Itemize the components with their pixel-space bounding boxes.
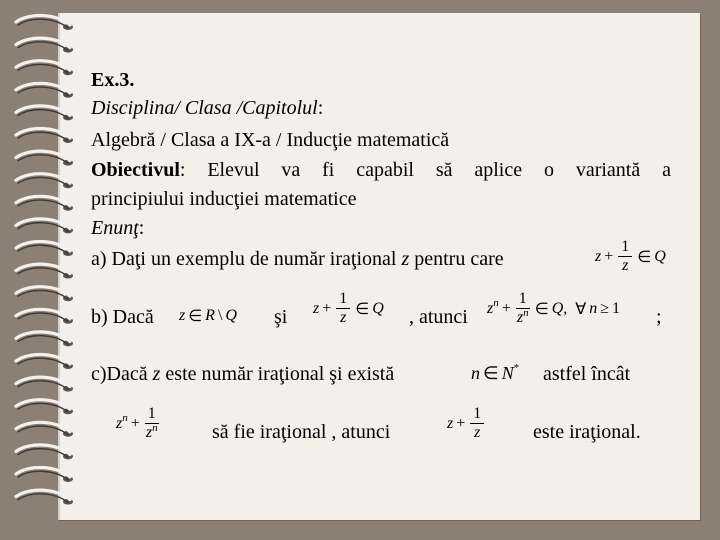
- item-d-suffix: este iraţional.: [533, 421, 641, 443]
- item-a-text: a) Daţi un exemplu de număr iraţional z pentru care: [91, 248, 504, 270]
- binding-ring: [16, 83, 73, 97]
- item-b-prefix: b) Dacă: [91, 306, 154, 328]
- item-d-middle: să fie iraţional , atunci: [212, 421, 391, 443]
- binding-ring: [16, 264, 73, 278]
- enunt-line: Enunţ:: [91, 217, 145, 239]
- discipline-value: Algebră / Clasa a IX-a / Inducţie matematică: [91, 129, 450, 151]
- formula-b-premise: z + $\frac{1}{z}$ ∈ Q: [313, 290, 384, 326]
- formula-d-conclusion: z + $\frac{1}{z}$: [447, 405, 486, 442]
- item-c-text: c)Dacă z este număr iraţional şi există: [91, 363, 395, 385]
- discipline-label: Disciplina/ Clasa /Capitolul: [91, 97, 318, 119]
- binding-ring: [16, 400, 73, 414]
- binding-ring: [16, 377, 73, 391]
- binding-ring: [16, 242, 73, 256]
- item-b-end: ;: [656, 306, 662, 328]
- binding-ring: [16, 355, 73, 369]
- binding-ring: [16, 61, 73, 75]
- binding-ring: [16, 332, 73, 346]
- objective-line: Obiectivul: Elevul va fi capabil să aplice o variantă a: [91, 159, 671, 181]
- slide-content: [91, 0, 676, 540]
- item-b-then: , atunci: [409, 306, 468, 328]
- binding-ring: [16, 16, 73, 30]
- binding-ring: [16, 38, 73, 52]
- spiral-binding: [0, 0, 100, 540]
- discipline-line: Disciplina/ Clasa /Capitolul:: [91, 97, 324, 119]
- binding-ring: [16, 422, 73, 436]
- binding-ring: [16, 287, 73, 301]
- binding-ring: [16, 309, 73, 323]
- formula-a: z + $\frac{1}{z}$ ∈ Q: [595, 238, 666, 274]
- binding-ring: [16, 445, 73, 459]
- objective-continuation: principiului inducţiei matematice: [91, 188, 357, 210]
- formula-c: n ∈ N *: [471, 361, 520, 383]
- enunt-label: Enunţ: [91, 217, 139, 239]
- formula-d-premise: z n + $\frac{1}{z^n}$: [116, 405, 158, 441]
- binding-ring: [16, 106, 73, 120]
- binding-ring: [16, 129, 73, 143]
- item-b-and: şi: [274, 306, 288, 328]
- binding-ring: [16, 490, 73, 504]
- formula-b-conclusion: z n + $\frac{1}{z^n}$ ∈ Q , ∀ n ≥ 1: [487, 290, 620, 326]
- binding-ring: [16, 174, 73, 188]
- binding-ring: [16, 151, 73, 165]
- binding-ring: [16, 468, 73, 482]
- binding-ring: [16, 196, 73, 210]
- binding-ring: [16, 219, 73, 233]
- exercise-title: Ex.3.: [91, 69, 135, 91]
- formula-b-condition: z ∈ R \ Q: [179, 307, 237, 325]
- objective-label: Obiectivul: [91, 159, 180, 181]
- item-c-suffix: astfel încât: [543, 363, 631, 385]
